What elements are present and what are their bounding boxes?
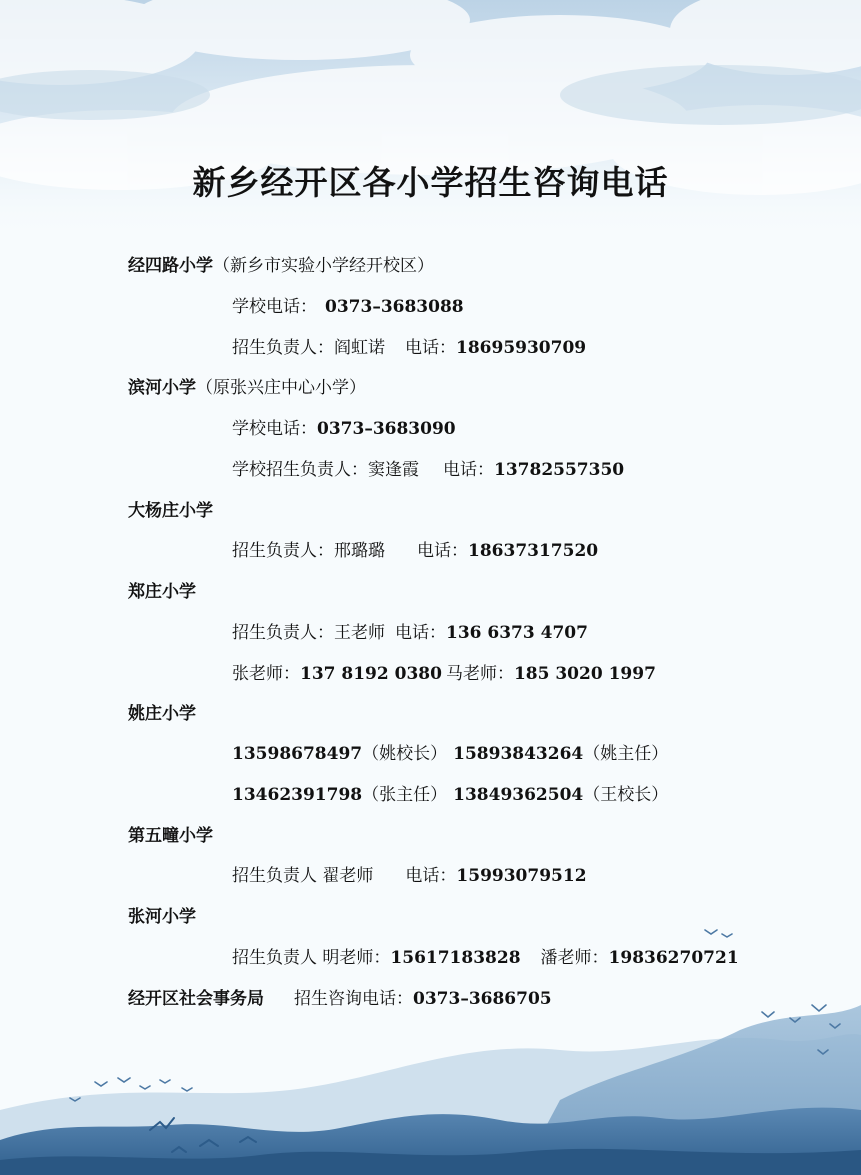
page-title: 新乡经开区各小学招生咨询电话	[192, 163, 669, 202]
contact-row	[232, 337, 586, 359]
bureau-phone: 0373–3686705	[413, 989, 552, 1009]
phone-number: 13598678497	[232, 744, 363, 764]
contact-label: 招生负责人 翟老师	[232, 866, 374, 886]
school-name: 第五疃小学	[128, 826, 213, 846]
contact-label: 招生负责人：邢璐璐	[232, 541, 385, 561]
school-name: 滨河小学	[128, 378, 196, 398]
contact-label: 招生负责人：阎虹诺	[232, 338, 385, 358]
teacher-label: 潘老师	[540, 948, 592, 968]
school-yaozhuang	[128, 703, 196, 725]
contact-phone: 15993079512	[456, 866, 587, 886]
phone-note: （姚主任）	[583, 744, 669, 764]
school-name: 张河小学	[128, 907, 196, 927]
school-dayangzhuang	[128, 500, 213, 522]
school-zhengzhuang	[128, 581, 196, 603]
contact-row-2	[232, 663, 656, 685]
contact-label: 招生负责人：王老师	[232, 623, 385, 643]
school-binhe	[128, 377, 366, 399]
phone-label: 学校电话：	[232, 297, 317, 317]
bureau-name: 经开区社会事务局	[128, 989, 264, 1009]
contact-phone: 13782557350	[494, 460, 625, 480]
school-note: （原张兴庄中心小学）	[196, 378, 366, 398]
school-zhanghe	[128, 906, 196, 928]
school-name: 郑庄小学	[128, 582, 196, 602]
contact-phone-label: 电话：	[443, 460, 494, 480]
contact-phone: 15617183828	[390, 948, 521, 968]
school-diwutuan	[128, 825, 213, 847]
contact-row	[232, 540, 598, 562]
teacher-label: 张老师：	[232, 664, 300, 684]
phone-number: 0373–3683088	[325, 297, 464, 317]
phone-number: 13849362504	[453, 785, 584, 805]
phone-number: 13462391798	[232, 785, 363, 805]
school-phone-row	[232, 296, 464, 318]
teacher-label: 马老师：	[445, 664, 514, 684]
contact-phone: 136 6373 4707	[446, 623, 588, 643]
contact-phone-label: 电话：	[417, 541, 468, 561]
school-jingsilu	[128, 255, 434, 277]
contact-row	[232, 865, 587, 887]
phone-note: （王校长）	[583, 785, 669, 805]
school-phone-row	[232, 418, 456, 440]
school-name: 经四路小学	[128, 256, 213, 276]
school-name: 大杨庄小学	[128, 501, 213, 521]
contact-label: 学校招生负责人：窦逢霞	[232, 460, 419, 480]
school-note: （新乡市实验小学经开校区）	[213, 256, 434, 276]
contact-phone-label: 电话：	[405, 338, 456, 358]
mountains	[0, 1005, 861, 1175]
phones-row-1	[232, 743, 668, 765]
contact-row	[232, 622, 588, 644]
teacher-phone: 137 8192 0380	[300, 664, 442, 684]
contact-phone-label: 电话：	[405, 866, 457, 886]
phones-row-2	[232, 784, 668, 806]
contact-label: 招生负责人 明老师	[232, 948, 374, 968]
bureau-row	[128, 988, 552, 1010]
contact-row: 招生负责人 明老师：15617183828 潘老师：19836270721	[232, 948, 739, 968]
contact-phone: 18695930709	[456, 338, 587, 358]
teacher-phone: 19836270721	[608, 948, 739, 968]
contact-phone-label: 电话：	[395, 623, 446, 643]
phone-number: 0373–3683090	[317, 419, 456, 439]
phone-number: 15893843264	[453, 744, 584, 764]
contact-phone: 18637317520	[468, 541, 599, 561]
school-name: 姚庄小学	[128, 704, 196, 724]
phone-label: 学校电话：	[232, 419, 317, 439]
contact-row	[232, 459, 624, 481]
bureau-label: 招生咨询电话：	[294, 989, 413, 1009]
phone-note: （姚校长）	[362, 744, 448, 764]
phone-note: （张主任）	[362, 785, 448, 805]
teacher-phone: 185 3020 1997	[513, 664, 656, 684]
